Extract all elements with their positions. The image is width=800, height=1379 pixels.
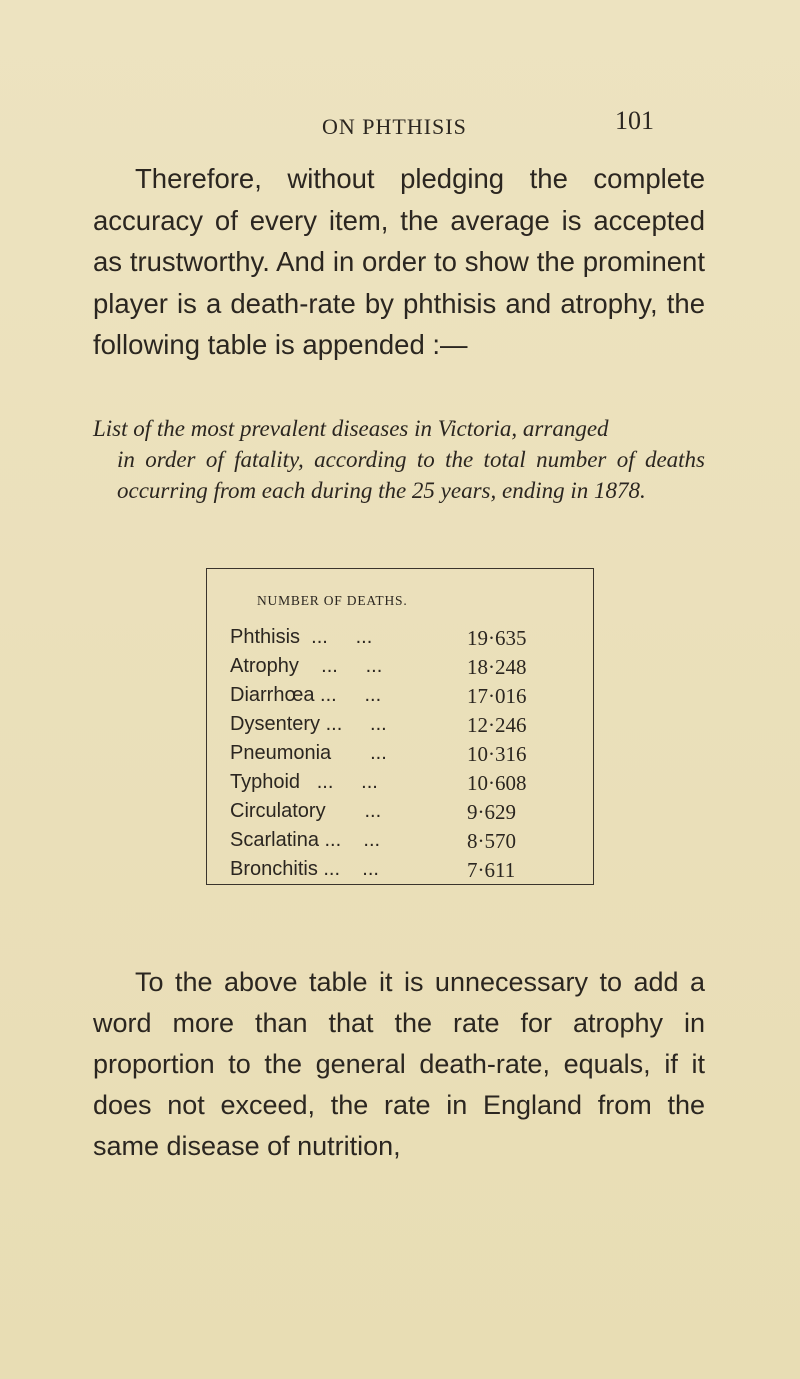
caption-continuation: in order of fatality, according to the total number of deaths occurring from each during the 25 years, ending in 1878. <box>117 447 705 503</box>
paragraph-conclusion: To the above table it is unnecessary to add a word more than that the rate for atrophy in proportion to the general death-rate, equals, if it does not exceed, the rate in England from the same disease of nutrition, <box>93 967 705 1161</box>
disease-name: Diarrhœa ... ... <box>230 684 382 706</box>
table-caption <box>93 413 705 506</box>
table-row <box>230 684 580 714</box>
death-count: 10·316 <box>467 742 527 766</box>
table-header: NUMBER OF DEATHS. <box>257 593 408 608</box>
death-count: 19·635 <box>467 626 527 650</box>
page-number: 101 <box>615 106 654 135</box>
disease-name: Bronchitis ... ... <box>230 858 379 880</box>
death-count: 10·608 <box>467 771 527 795</box>
death-count: 17·016 <box>467 684 527 708</box>
disease-name: Atrophy ... ... <box>230 655 383 677</box>
table-row <box>230 713 580 743</box>
table-row <box>230 800 580 830</box>
death-count: 18·248 <box>467 655 527 679</box>
table-row <box>230 858 580 888</box>
disease-name: Circulatory ... <box>230 800 382 822</box>
caption-line-1: List of the most prevalent diseases in Victoria, arranged <box>93 416 609 441</box>
death-count: 9·629 <box>467 800 516 824</box>
disease-name: Typhoid ... ... <box>230 771 378 793</box>
death-count: 12·246 <box>467 713 527 737</box>
table-row <box>230 626 580 656</box>
table-row <box>230 742 580 772</box>
disease-name: Dysentery ... ... <box>230 713 387 735</box>
running-head <box>0 106 800 154</box>
table-row <box>230 771 580 801</box>
running-title: ON PHTHISIS <box>322 114 467 139</box>
disease-name: Phthisis ... ... <box>230 626 373 648</box>
death-count: 8·570 <box>467 829 516 853</box>
disease-name: Pneumonia ... <box>230 742 387 764</box>
death-count: 7·611 <box>467 858 516 882</box>
paragraph-intro: Therefore, without pledging the complete accuracy of every item, the average is accepted as trustworthy. And in order to show the prominent player is a death-rate by phthisis and atrophy, the following table is appended :— <box>93 163 705 360</box>
disease-name: Scarlatina ... ... <box>230 829 381 851</box>
table-row <box>230 655 580 685</box>
table-row <box>230 829 580 859</box>
deaths-table <box>206 568 594 885</box>
